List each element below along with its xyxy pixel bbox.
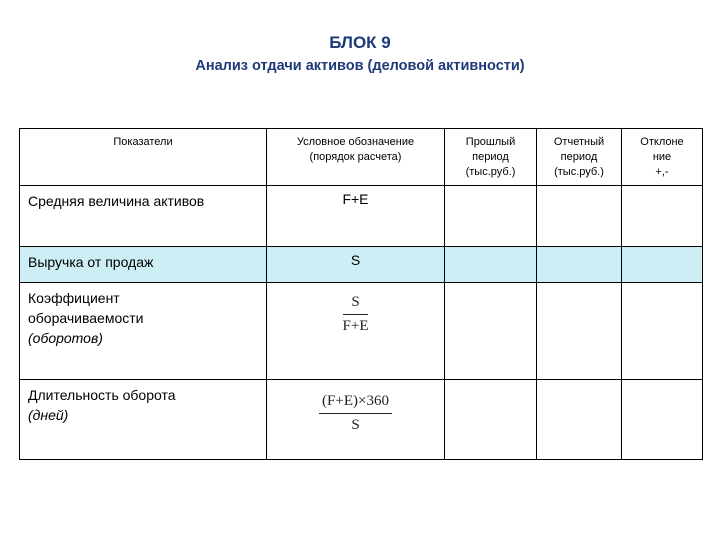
row-formula (267, 283, 445, 380)
row-label-line: Длительность оборота (28, 387, 176, 403)
formula-numerator: S (343, 294, 369, 315)
header-symbol (267, 129, 445, 186)
formula-numerator: (F+E)×360 (319, 393, 392, 414)
row-label-note: (оборотов) (28, 330, 103, 346)
cell-report-period (537, 247, 622, 283)
header-report-period (537, 129, 622, 186)
page-subtitle: Анализ отдачи активов (деловой активности) (195, 58, 525, 74)
row-symbol: S (267, 247, 445, 283)
cell-deviation (622, 247, 703, 283)
header-line: +,- (655, 166, 669, 178)
cell-report-period (537, 380, 622, 460)
cell-prev-period (445, 283, 537, 380)
formula-fraction (343, 294, 369, 335)
table-header-row (20, 129, 703, 186)
header-line: Прошлый (465, 136, 516, 148)
table-row-turnover-ratio (20, 283, 703, 380)
cell-prev-period (445, 186, 537, 247)
formula-fraction (319, 393, 392, 434)
formula-denominator: F+E (342, 318, 369, 334)
header-line: (тыс.руб.) (465, 166, 516, 178)
row-label: Выручка от продаж (20, 247, 267, 283)
cell-report-period (537, 283, 622, 380)
row-label: Средняя величина активов (20, 186, 267, 247)
cell-deviation (622, 380, 703, 460)
row-label-note: (дней) (28, 407, 69, 423)
row-formula (267, 380, 445, 460)
formula-denominator: S (351, 417, 360, 433)
header-deviation (622, 129, 703, 186)
header-line: Показатели (113, 136, 173, 148)
table-row-average-assets (20, 186, 703, 247)
header-line: ние (652, 151, 672, 163)
cell-report-period (537, 186, 622, 247)
table-row-turnover-duration (20, 380, 703, 460)
row-label (20, 283, 267, 380)
cell-deviation (622, 283, 703, 380)
cell-prev-period (445, 247, 537, 283)
header-line: период (472, 151, 509, 163)
header-line: Условное обозначение (296, 136, 415, 148)
header-line: Отклоне (640, 136, 684, 148)
header-line: (порядок расчета) (309, 151, 402, 163)
row-label (20, 380, 267, 460)
page-title: БЛОК 9 (329, 33, 391, 52)
header-prev-period (445, 129, 537, 186)
cell-prev-period (445, 380, 537, 460)
header-line: (тыс.руб.) (554, 166, 604, 178)
row-label-line: оборачиваемости (28, 310, 144, 326)
indicators-table (19, 128, 703, 460)
table-row-revenue (20, 247, 703, 283)
row-symbol: F+E (267, 186, 445, 247)
header-line: Отчетный (553, 136, 605, 148)
header-line: период (560, 151, 598, 163)
row-label-line: Коэффициент (28, 290, 120, 306)
header-indicators (20, 129, 267, 186)
cell-deviation (622, 186, 703, 247)
